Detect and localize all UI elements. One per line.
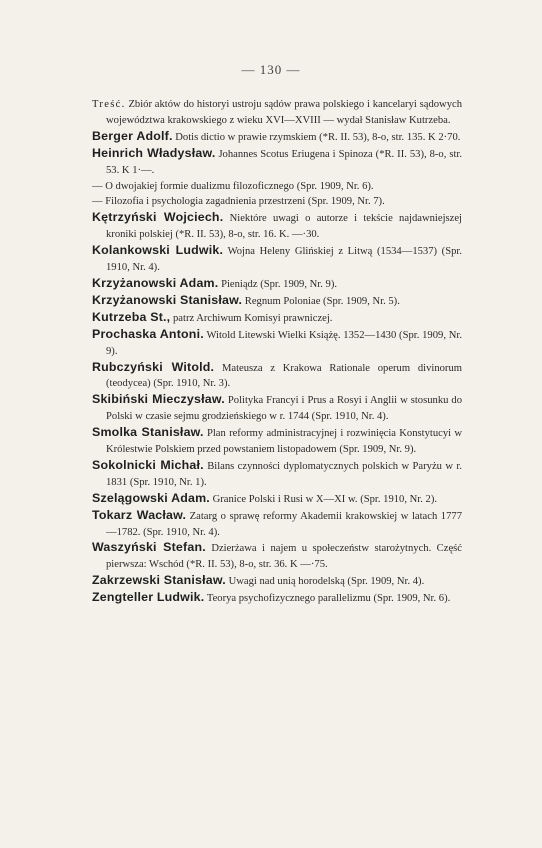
entry-author: Krzyżanowski Adam. [92,275,219,290]
entry-text: Uwagi nad unią horodelską (Spr. 1909, Nr. 4). [228,576,425,588]
bibliography-entry [92,491,462,508]
bibliography-entry [92,293,462,310]
bibliography-entry [92,508,462,541]
entry-author: Tokarz Wacław. [92,507,187,522]
bibliography-entry [92,458,462,491]
entry-text: Granice Polski i Rusi w X—XI w. (Spr. 1910, Nr. 2). [212,493,438,505]
bibliography-entry [92,97,462,129]
entry-text: Regnum Poloniae (Spr. 1909, Nr. 5). [244,295,400,307]
entry-author: Skibiński Mieczysław. [92,392,225,407]
entry-text: — Filozofia i psychologia zagadnienia przestrzeni (Spr. 1909, Nr. 7). [92,196,385,208]
entry-author: Kutrzeba St., [92,309,171,324]
entry-author: Kętrzyński Wojciech. [92,210,224,225]
entry-text: Dotis dictio w prawie rzymskiem (*R. II. 53), 8-o, str. 135. K 2·70. [175,131,461,143]
bibliography-entry [92,590,462,607]
bibliography-entry [92,194,462,210]
page-number: — 130 — [241,62,301,77]
entry-text: — O dwojakiej formie dualizmu filozoficznego (Spr. 1909, Nr. 6). [92,180,374,192]
entry-text: Dzierżawa i najem u społeczeństw starożytnych. Część pierwsza: Wschód (*R. II. 53), 8-o, str. 36. K —·75. [106,543,462,571]
entry-author: Treść. [92,99,126,110]
entry-author: Prochaska Antoni. [92,326,204,341]
entry-text: Zbiór aktów do historyi ustroju sądów prawa polskiego i kancelaryi sądowych województwa krakowskiego z wieku XVI—XVIII — wydał Stanisław Kutrzeba. [106,99,462,126]
entry-author: Waszyński Stefan. [92,540,206,555]
entry-text: Johannes Scotus Eriugena i Spinoza (*R. II. 53), 8-o, str. 53. K 1·—. [106,148,462,176]
bibliography-entry [92,392,462,425]
entry-text: Plan reformy administracyjnej i rozwinięcia Konstytucyi w Królestwie Polskiem przed powstaniem listopadowem (Spr. 1909, Nr. 9). [106,428,462,456]
entry-text: Niektóre uwagi o autorze i tekście najdawniejszej kroniki polskiej (*R. II. 53), 8-o, str. 16. K. —·30. [106,213,462,241]
bibliography-entry [92,360,462,393]
entry-author: Zengteller Ludwik. [92,590,205,605]
bibliography-list [92,97,462,607]
bibliography-entry [92,327,462,360]
entry-text: Zatarg o sprawę reformy Akademii krakowskiej w latach 1777—1782. (Spr. 1910, Nr. 4). [106,510,462,538]
entry-author: Szelągowski Adam. [92,490,210,505]
bibliography-entry [92,146,462,179]
bibliography-entry [92,425,462,458]
entry-text: patrz Archiwum Komisyi prawniczej. [173,312,333,324]
entry-author: Kolankowski Ludwik. [92,243,224,258]
entry-author: Krzyżanowski Stanisław. [92,292,243,307]
entry-text: Bilans czynności dyplomatycznych polskich w Paryżu w r. 1831 (Spr. 1910, Nr. 1). [106,460,463,488]
entry-author: Berger Adolf. [92,128,173,143]
entry-text: Witold Litewski Wielki Książę. 1352—1430 (Spr. 1909, Nr. 9). [106,329,462,357]
bibliography-entry [92,243,462,276]
bibliography-entry [92,179,462,195]
bibliography-entry [92,540,462,573]
entry-author: Heinrich Władysław. [92,145,216,160]
entry-text: Teorya psychofizycznego parallelizmu (Spr. 1909, Nr. 6). [206,593,451,605]
entry-author: Sokolnicki Michał. [92,457,204,472]
entry-text: Polityka Francyi i Prus a Rosyi i Anglii w stosunku do Polski w czasie sejmu grodzieńskiego w r. 1744 (Spr. 1910, Nr. 4). [106,395,462,423]
entry-author: Rubczyński Witold. [92,359,215,374]
entry-author: Zakrzewski Stanisław. [92,573,226,588]
entry-author: Smolka Stanisław. [92,425,204,440]
entry-text: Mateusza z Krakowa Rationale operum divinorum (teodycea) (Spr. 1910, Nr. 3). [106,362,462,390]
entry-text: Wojna Heleny Glińskiej z Litwą (1534—1537) (Spr. 1910, Nr. 4). [106,246,462,274]
bibliography-entry [92,310,462,327]
bibliography-entry [92,276,462,293]
bibliography-entry [92,210,462,243]
bibliography-entry [92,573,462,590]
entry-text: Pieniądz (Spr. 1909, Nr. 9). [221,278,337,290]
bibliography-entry [92,129,462,146]
